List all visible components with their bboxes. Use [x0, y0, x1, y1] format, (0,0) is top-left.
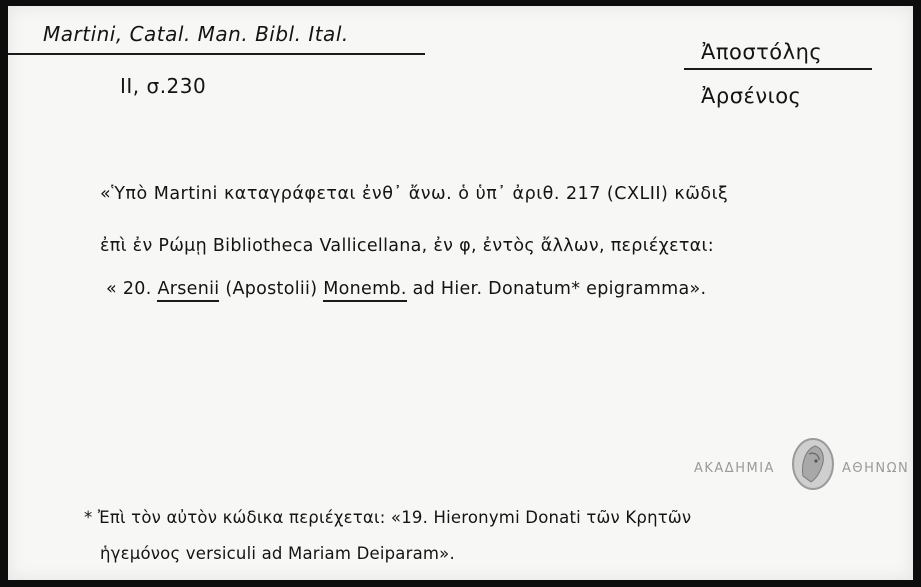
- author-monemb: Monemb.: [323, 279, 406, 302]
- stamp-right-text: ΑΘΗΝΩΝ: [842, 461, 910, 476]
- name-top: Ἀποστόλης: [701, 40, 823, 64]
- volume-page: II, σ.230: [120, 74, 207, 98]
- source-underline: [8, 53, 425, 55]
- footnote-line-2: ἡγεμόνος versiculi ad Mariam Deiparam».: [100, 544, 455, 563]
- author-arsenii: Arsenii: [157, 279, 219, 302]
- body-line-1: «Ὑπὸ Martini καταγράφεται ἐνθ᾽ ἄνω. ὁ ὑπ᾽ ἀριθ. 217 (CXLII) κῶδιξ: [100, 184, 729, 204]
- name-divider: [684, 68, 872, 70]
- author-apostolii: (Apostolii): [225, 279, 318, 299]
- work-title: ad Hier. Donatum* epigramma».: [412, 279, 707, 299]
- footnote-line-1: * Ἐπὶ τὸν αὐτὸν κώδικα περιέχεται: «19. Hieronymi Donati τῶν Κρητῶν: [84, 508, 692, 527]
- catalog-card: [8, 6, 913, 580]
- academy-seal-icon: [789, 436, 837, 492]
- item-number: « 20.: [106, 279, 152, 299]
- name-bottom: Ἀρσένιος: [701, 84, 802, 108]
- body-line-2: ἐπὶ ἐν Ρώμῃ Bibliotheca Vallicellana, ἐν φ, ἐντὸς ἄλλων, περιέχεται:: [100, 236, 714, 256]
- stamp-left-text: ΑΚΑΔΗΜΙΑ: [694, 461, 775, 476]
- source-reference: Martini, Catal. Man. Bibl. Ital.: [43, 22, 349, 46]
- body-line-3: [106, 279, 706, 299]
